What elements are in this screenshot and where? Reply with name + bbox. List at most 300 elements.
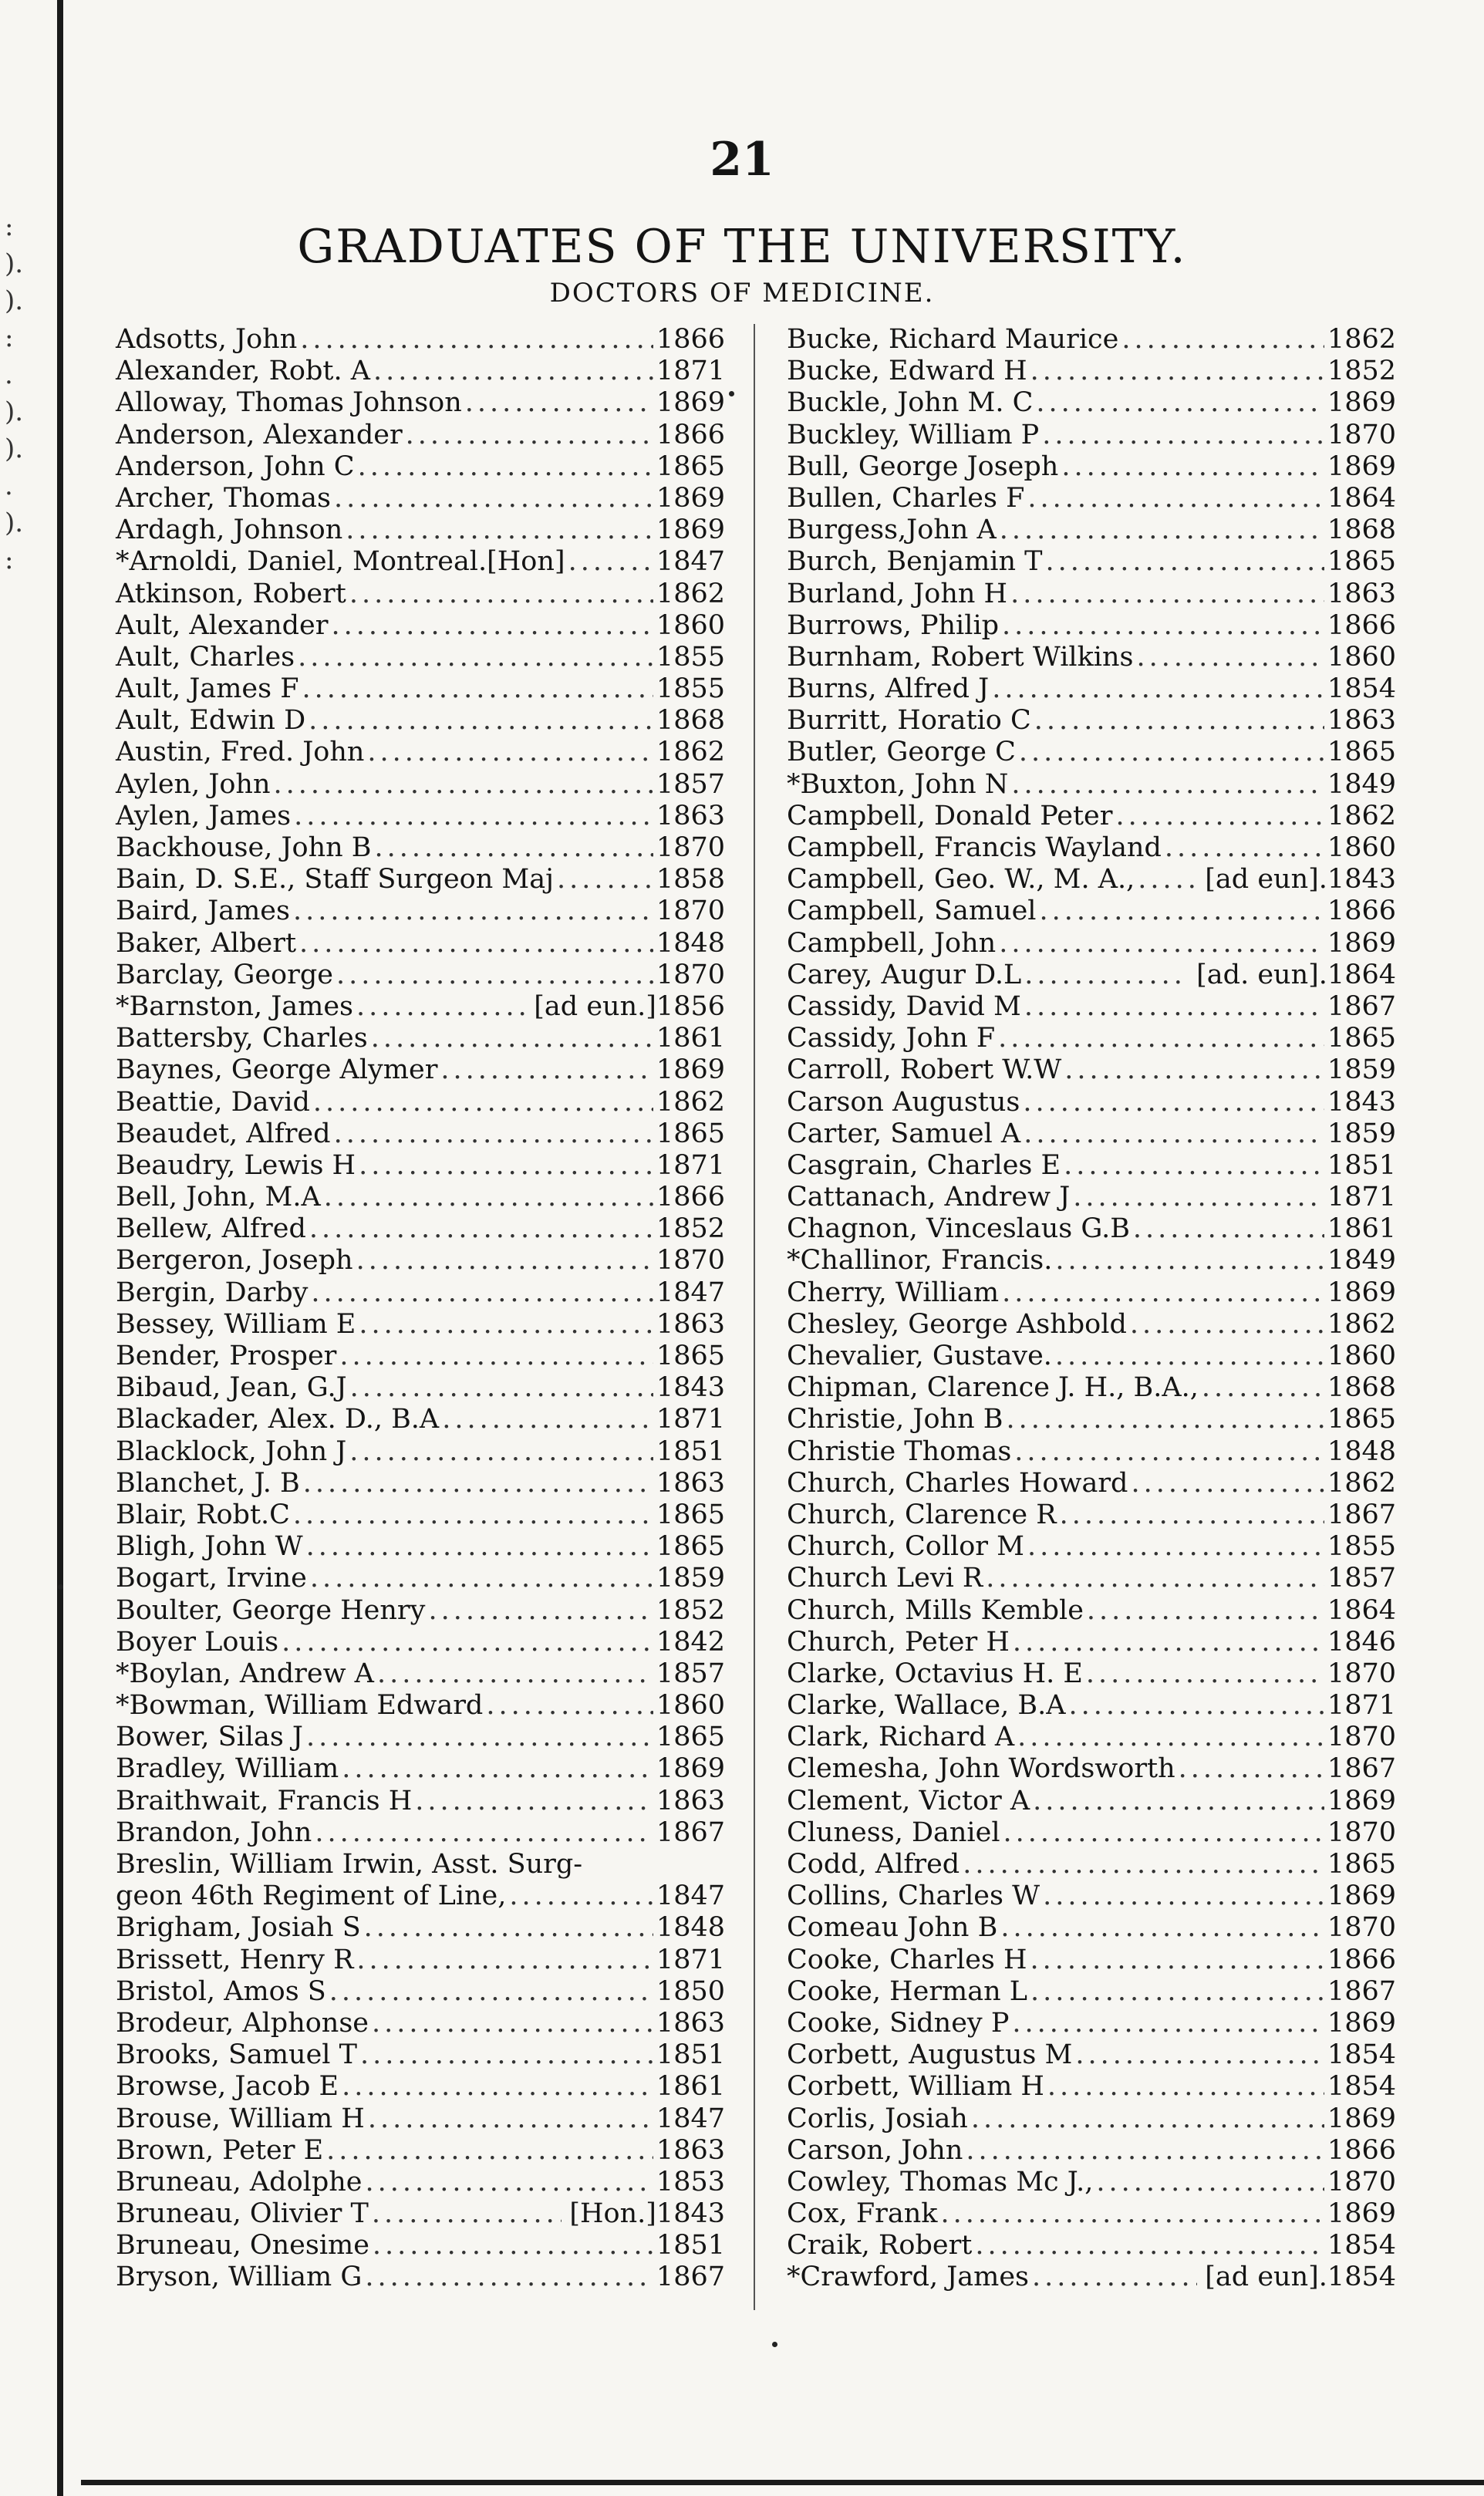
dot-leader (334, 1118, 653, 1150)
graduate-name: Carroll, Robert W.W (787, 1054, 1062, 1086)
graduate-entry (116, 1880, 725, 1912)
dot-leader (1024, 991, 1324, 1023)
graduate-name: Bristol, Amos S (116, 1975, 326, 2007)
graduate-entry (116, 1499, 725, 1531)
graduate-name: Anderson, Alexander (116, 419, 403, 450)
dot-leader (368, 2103, 653, 2135)
dot-leader (1003, 1817, 1324, 1849)
graduate-name: Burnham, Robert Wilkins (787, 641, 1134, 673)
graduate-name: *Boylan, Andrew A (116, 1658, 374, 1689)
graduation-year: 1871 (1327, 1690, 1396, 1722)
page-title: GRADUATES OF THE UNIVERSITY. (297, 220, 1187, 274)
graduate-name: Cooke, Charles H (787, 1944, 1027, 1975)
dot-leader (372, 2008, 653, 2039)
graduate-entry (116, 769, 725, 801)
graduate-name: Burritt, Horatio C (787, 705, 1031, 737)
dot-leader (306, 1722, 653, 1753)
graduate-entry (787, 610, 1396, 642)
graduate-entry (787, 483, 1396, 514)
graduate-name: Baker, Albert (116, 927, 297, 959)
graduate-name: Browse, Jacob E (116, 2071, 339, 2103)
graduate-name: Cowley, Thomas Mc J., (787, 2166, 1094, 2197)
dot-leader (992, 673, 1324, 705)
graduation-year: 1855 (656, 641, 725, 673)
graduate-entry (116, 801, 725, 832)
graduate-entry (787, 1150, 1396, 1182)
stray-dot (729, 391, 734, 396)
graduate-entry (787, 1182, 1396, 1213)
graduate-entry (787, 832, 1396, 864)
graduate-entry (116, 1213, 725, 1245)
graduate-name: Craik, Robert (787, 2230, 973, 2262)
dot-leader (1002, 610, 1324, 642)
margin-marks: : ). ). : . ). ). . ). : (5, 211, 24, 575)
graduate-name: *Crawford, James (787, 2262, 1030, 2293)
graduate-name: Chevalier, Gustave. (787, 1341, 1052, 1371)
graduate-name: Codd, Alfred (787, 1849, 960, 1880)
graduation-year: 1861 (656, 1023, 725, 1054)
graduate-entry (787, 1945, 1396, 1976)
graduate-entry (116, 1150, 725, 1182)
dot-leader (358, 451, 653, 483)
dot-leader (309, 1213, 653, 1245)
graduate-name: Cattanach, Andrew J (787, 1182, 1071, 1213)
dot-leader (1060, 1499, 1324, 1531)
graduate-name: Carson Augustus (787, 1086, 1020, 1118)
graduate-entry (787, 1722, 1396, 1753)
dot-leader (1121, 324, 1324, 356)
graduate-entry (787, 1372, 1396, 1404)
graduate-entry (787, 1436, 1396, 1468)
graduate-name: Brissett, Henry R (116, 1944, 354, 1975)
graduate-entry (787, 673, 1396, 705)
graduate-name: Corbett, Augustus M (787, 2039, 1073, 2071)
dot-leader (428, 1595, 653, 1627)
graduate-name: Campbell, Geo. W., M. A., (787, 864, 1135, 896)
graduate-name: Cassidy, John F (787, 1023, 996, 1054)
graduate-entry (787, 769, 1396, 801)
dot-leader (1086, 1658, 1324, 1690)
graduate-name: Battersby, Charles (116, 1023, 368, 1054)
graduation-year: 1870 (1327, 1658, 1396, 1689)
graduate-entry (787, 1341, 1396, 1372)
graduation-year: 1861 (656, 2071, 725, 2103)
dot-leader (300, 324, 653, 356)
graduate-entry (116, 2262, 725, 2293)
graduation-year: 1866 (1327, 896, 1396, 927)
dot-leader (557, 864, 653, 896)
graduation-year: 1867 (1327, 990, 1396, 1022)
graduate-entry (787, 928, 1396, 960)
dot-leader (366, 2167, 653, 2198)
graduation-year: 1843 (656, 2198, 725, 2230)
graduation-year: 1870 (1327, 1912, 1396, 1944)
graduate-name: Church, Clarence R (787, 1499, 1057, 1530)
dot-leader (342, 1753, 653, 1785)
graduate-name: Bligh, John W (116, 1531, 303, 1563)
graduation-year: 1871 (656, 1149, 725, 1181)
graduate-name: Braithwait, Francis H (116, 1785, 413, 1816)
graduation-year: 1862 (1327, 1467, 1396, 1499)
bottom-rule (81, 2480, 1484, 2485)
graduate-name: Burgess,John A (787, 514, 997, 546)
graduation-year: 1870 (656, 896, 725, 927)
dot-leader (1027, 1531, 1324, 1563)
graduation-year: 1846 (1327, 1626, 1396, 1658)
graduation-year: 1870 (1327, 1816, 1396, 1848)
stray-dot (58, 1584, 63, 1590)
graduation-year: 1851 (1327, 1149, 1396, 1181)
graduation-year: 1867 (656, 1816, 725, 1848)
graduation-year: 1866 (656, 324, 725, 355)
dot-leader (1030, 1945, 1324, 1976)
dot-leader (377, 1658, 653, 1690)
dot-leader (302, 673, 653, 705)
graduate-name: Anderson, John C (116, 450, 355, 482)
graduate-name: Church, Peter H (787, 1626, 1010, 1658)
dot-leader (274, 769, 653, 801)
graduate-name: Beattie, David (116, 1086, 310, 1118)
graduation-year: 1864 (1327, 1594, 1396, 1626)
graduate-name: Boyer Louis (116, 1626, 279, 1658)
dot-leader (324, 1182, 653, 1213)
graduate-entry (787, 1499, 1396, 1531)
graduation-year: 1865 (656, 1118, 725, 1149)
graduate-name: *Barnston, James (116, 990, 354, 1022)
dot-leader (356, 1245, 653, 1277)
graduate-name: Bender, Prosper (116, 1341, 337, 1371)
graduation-year: 1843 (1327, 864, 1396, 896)
dot-leader (940, 2198, 1324, 2230)
graduate-name: Atkinson, Robert (116, 578, 346, 609)
left-column (116, 324, 725, 2294)
dot-leader (311, 1277, 653, 1309)
graduation-year: 1867 (1327, 1975, 1396, 2007)
dot-leader (406, 420, 653, 451)
graduate-name: Beaudet, Alfred (116, 1118, 331, 1149)
graduation-year: 1865 (1327, 1849, 1396, 1880)
graduate-entry (787, 2008, 1396, 2039)
graduate-entry (787, 387, 1396, 419)
graduation-year: 1869 (656, 514, 725, 546)
graduate-entry (787, 324, 1396, 356)
graduate-entry (116, 673, 725, 705)
graduation-year: 1870 (1327, 419, 1396, 450)
graduation-year: 1869 (656, 1054, 725, 1086)
graduation-year: 1867 (656, 2262, 725, 2293)
dot-leader (1087, 1595, 1324, 1627)
graduate-entry (787, 896, 1396, 927)
graduation-year: 1852 (656, 1213, 725, 1245)
graduate-name: Brodeur, Alphonse (116, 2007, 369, 2039)
dot-leader (1055, 1341, 1324, 1372)
graduation-year: 1865 (1327, 546, 1396, 578)
graduate-entry (116, 2198, 725, 2230)
graduate-entry (116, 832, 725, 864)
graduation-year: 1863 (656, 1308, 725, 1340)
graduate-name: Clarke, Wallace, B.A (787, 1690, 1066, 1722)
graduate-entry (787, 1213, 1396, 1245)
graduate-name: Clark, Richard A (787, 1722, 1015, 1753)
dot-leader (1115, 801, 1324, 832)
graduate-entry (787, 2071, 1396, 2103)
graduation-year: 1869 (1327, 387, 1396, 419)
graduation-year: 1868 (656, 705, 725, 737)
dot-leader (1047, 2071, 1324, 2103)
graduate-entry (787, 546, 1396, 578)
dot-leader (1165, 832, 1324, 864)
graduate-entry (116, 2008, 725, 2039)
graduate-name: Brown, Peter E (116, 2134, 324, 2166)
graduate-name: Bruneau, Adolphe (116, 2166, 363, 2197)
graduation-year: 1851 (656, 2230, 725, 2262)
dot-leader (332, 610, 653, 642)
dot-leader (998, 1023, 1324, 1054)
dot-leader (294, 801, 653, 832)
graduate-entry (116, 1436, 725, 1468)
graduation-year: 1870 (1327, 1722, 1396, 1753)
graduation-year: 1854 (1327, 2039, 1396, 2071)
dot-leader (315, 1817, 653, 1849)
graduate-entry (116, 387, 725, 419)
graduation-year: 1855 (1327, 1531, 1396, 1563)
graduation-year: 1863 (656, 2007, 725, 2039)
graduation-year: 1847 (656, 2103, 725, 2134)
graduate-entry (787, 1627, 1396, 1658)
dot-leader (326, 2135, 653, 2167)
graduate-entry (787, 991, 1396, 1023)
dot-leader (1027, 483, 1324, 514)
dot-leader (1011, 769, 1324, 801)
graduation-year: 1870 (656, 832, 725, 863)
dot-leader (1064, 1054, 1324, 1086)
graduate-name: Breslin, William Irwin, Asst. Surg- (116, 1849, 583, 1880)
graduate-entry (116, 1531, 725, 1563)
dot-leader (442, 1404, 653, 1435)
graduate-name: Baird, James (116, 896, 290, 927)
dot-leader (1002, 1277, 1324, 1309)
graduate-name: Clement, Victor A (787, 1785, 1030, 1816)
graduate-entry (116, 546, 725, 578)
graduate-entry (116, 324, 725, 356)
graduate-entry (787, 1054, 1396, 1086)
graduation-year: 1869 (656, 482, 725, 514)
dot-leader (293, 1499, 653, 1531)
graduate-name: Corlis, Josiah (787, 2103, 968, 2134)
graduate-name: Baynes, George Alymer (116, 1054, 438, 1086)
graduate-entry (116, 1341, 725, 1372)
degree-note: [ad eun]. (1205, 864, 1327, 896)
graduation-year: 1871 (656, 1944, 725, 1975)
graduate-name: Alloway, Thomas Johnson (116, 387, 462, 419)
graduation-year: 1866 (1327, 2134, 1396, 2166)
graduate-entry (787, 1531, 1396, 1563)
graduate-name: *Arnoldi, Daniel, Montreal.[Hon] (116, 546, 565, 578)
graduation-year: 1861 (1327, 1213, 1396, 1245)
dot-leader (356, 1945, 653, 1976)
dot-leader (1036, 387, 1324, 419)
graduate-entry (116, 2071, 725, 2103)
graduate-entry (116, 1309, 725, 1341)
graduate-name: Cassidy, David M (787, 990, 1021, 1022)
graduate-name: Butler, George C (787, 737, 1016, 768)
graduation-year: 1865 (656, 1341, 725, 1371)
dot-leader (367, 737, 653, 768)
page-binding-line (57, 0, 63, 2496)
graduation-year: 1871 (656, 1404, 725, 1435)
dot-leader (349, 578, 653, 610)
graduate-entry (116, 1849, 725, 1880)
graduation-year: 1866 (656, 419, 725, 450)
graduate-name: Bell, John, M.A (116, 1182, 321, 1213)
degree-note: [Hon.] (569, 2198, 656, 2230)
graduation-year: 1863 (656, 2134, 725, 2166)
graduate-name: Church Levi R (787, 1563, 983, 1594)
graduation-year: 1869 (1327, 1277, 1396, 1308)
graduation-year: 1869 (1327, 1880, 1396, 1912)
graduation-year: 1868 (1327, 1372, 1396, 1404)
dot-leader (282, 1627, 653, 1658)
graduate-name: Aylen, James (116, 800, 292, 831)
dot-leader (306, 1531, 653, 1563)
dot-leader (373, 2230, 653, 2262)
graduation-year: 1859 (1327, 1054, 1396, 1086)
graduate-name: Brooks, Samuel T (116, 2039, 357, 2071)
graduate-entry (787, 451, 1396, 483)
dot-leader (440, 1054, 653, 1086)
graduation-year: 1869 (656, 387, 725, 419)
dot-leader (509, 1880, 653, 1912)
dot-leader (1030, 356, 1324, 387)
graduate-name: Buckle, John M. C (787, 387, 1034, 419)
graduate-entry (787, 801, 1396, 832)
graduate-name: Bruneau, Olivier T (116, 2198, 369, 2230)
graduate-name: Bellew, Alfred (116, 1213, 306, 1245)
graduate-name: Chesley, George Ashbold (787, 1308, 1127, 1340)
dot-leader (1042, 420, 1324, 451)
graduation-year: 1848 (1327, 1435, 1396, 1467)
page-number: 21 (710, 133, 774, 187)
graduate-entry (787, 960, 1396, 991)
graduate-name: Bergin, Darby (116, 1277, 309, 1308)
graduate-entry (787, 705, 1396, 737)
graduate-name: Bruneau, Onesime (116, 2230, 369, 2262)
dot-leader (1096, 2167, 1324, 2198)
graduate-name: Church, Charles Howard (787, 1467, 1128, 1499)
graduate-name: *Bowman, William Edward (116, 1690, 484, 1722)
graduate-entry (787, 1277, 1396, 1309)
graduate-entry (116, 1404, 725, 1435)
graduate-name: Alexander, Robt. A (116, 356, 371, 387)
graduate-name: Casgrain, Charles E (787, 1149, 1061, 1181)
graduate-name: Bergeron, Joseph (116, 1245, 353, 1277)
graduate-entry (116, 1182, 725, 1213)
graduation-year: 1870 (656, 959, 725, 990)
graduate-name: Collins, Charles W (787, 1880, 1040, 1912)
graduation-year: 1854 (1327, 2071, 1396, 2103)
dot-leader (999, 928, 1324, 960)
graduate-entry (787, 1912, 1396, 1944)
graduate-entry (787, 2262, 1396, 2293)
graduate-name: Austin, Fred. John (116, 737, 365, 768)
dot-leader (349, 1436, 653, 1468)
graduate-name: Beaudry, Lewis H (116, 1149, 356, 1181)
dot-leader (1012, 2008, 1324, 2039)
dot-leader (1014, 1436, 1324, 1468)
graduate-entry (116, 1817, 725, 1849)
graduate-entry (116, 451, 725, 483)
graduation-year: 1867 (1327, 1753, 1396, 1785)
graduation-year: 1849 (1327, 768, 1396, 800)
dot-leader (310, 1563, 653, 1594)
graduate-entry (116, 1245, 725, 1277)
graduate-entry (787, 420, 1396, 451)
graduation-year: 1871 (656, 356, 725, 387)
graduate-entry (116, 1976, 725, 2008)
graduate-name: Church, Collor M (787, 1531, 1024, 1563)
graduate-name: Chagnon, Vinceslaus G.B (787, 1213, 1130, 1245)
graduation-year: 1867 (1327, 1499, 1396, 1530)
dot-leader (1068, 1690, 1324, 1722)
graduate-name: Bucke, Richard Maurice (787, 324, 1119, 355)
graduation-year: 1857 (656, 1658, 725, 1689)
graduate-name: Corbett, William H (787, 2071, 1044, 2103)
graduate-entry (787, 1753, 1396, 1785)
graduate-entry (116, 2039, 725, 2071)
graduate-name: Blacklock, John J (116, 1435, 347, 1467)
graduation-year: 1852 (656, 1594, 725, 1626)
graduate-entry (787, 1309, 1396, 1341)
graduation-year: 1847 (656, 1277, 725, 1308)
graduation-year: 1854 (1327, 2230, 1396, 2262)
graduate-entry (116, 928, 725, 960)
graduate-name: Clarke, Octavius H. E (787, 1658, 1083, 1689)
graduate-entry (116, 1118, 725, 1150)
graduation-year: 1865 (1327, 737, 1396, 768)
graduation-year: 1863 (656, 1785, 725, 1816)
dot-leader (1130, 1309, 1324, 1341)
graduate-name: Cooke, Herman L (787, 1975, 1028, 2007)
graduate-name: Bucke, Edward H (787, 356, 1027, 387)
graduate-entry (116, 1753, 725, 1785)
graduate-entry (116, 1087, 725, 1118)
graduate-entry (787, 1245, 1396, 1277)
graduate-entry (787, 514, 1396, 546)
graduate-name: Blanchet, J. B (116, 1467, 300, 1499)
graduate-entry (116, 610, 725, 642)
dot-leader (1039, 896, 1324, 927)
graduate-name: Cox, Frank (787, 2198, 938, 2230)
graduate-entry (116, 356, 725, 387)
graduate-name: Bull, George Joseph (787, 450, 1059, 482)
graduate-name: Brandon, John (116, 1816, 312, 1848)
graduate-name: geon 46th Regiment of Line, (116, 1880, 507, 1912)
graduation-year: 1860 (1327, 1341, 1396, 1371)
graduation-year: 1869 (1327, 2007, 1396, 2039)
graduate-entry (787, 2230, 1396, 2262)
graduation-year: 1862 (1327, 1308, 1396, 1340)
dot-leader (1010, 578, 1324, 610)
graduation-year: 1863 (1327, 578, 1396, 609)
graduation-year: 1864 (1327, 482, 1396, 514)
graduation-year: 1862 (656, 578, 725, 609)
graduate-name: Barclay, George (116, 959, 333, 990)
graduation-year: 1860 (656, 1690, 725, 1722)
dot-leader (415, 1786, 653, 1817)
graduate-entry (787, 1595, 1396, 1627)
dot-leader (1131, 1468, 1324, 1499)
graduation-year: 1862 (1327, 324, 1396, 355)
